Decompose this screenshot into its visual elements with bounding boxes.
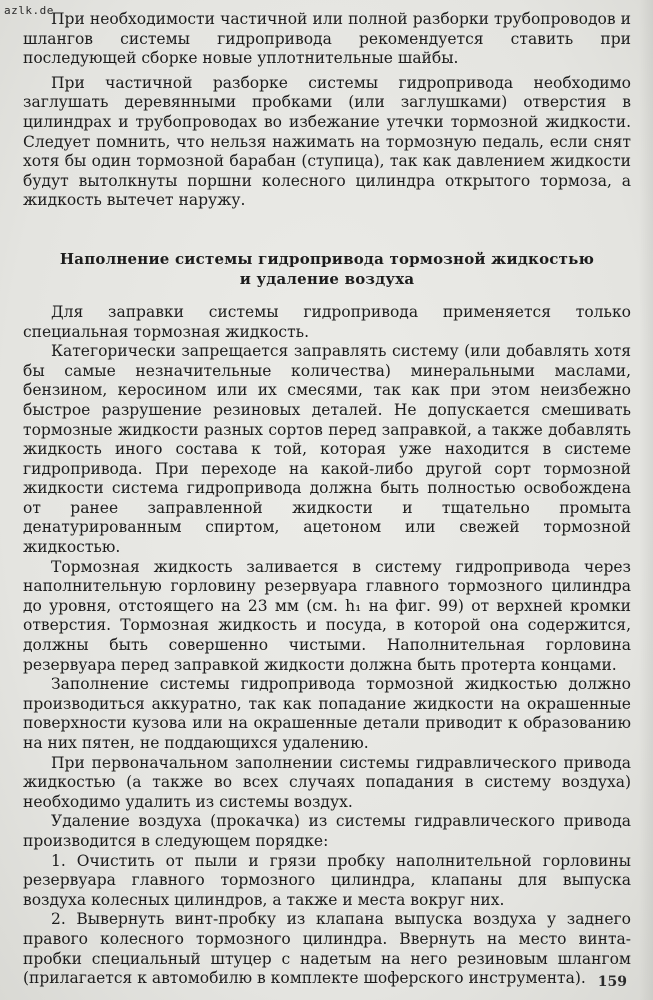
section-heading-line: Наполнение системы гидропривода тормозной жидкостью — [59, 249, 595, 268]
paragraph: Тормозная жидкость заливается в систему гидропривода через наполнительную горловину резервуара главного тормозного цилиндра до уровня, отстоящего на 23 мм (см. h₁ на фиг. 99) от верхней кромки отверстия. Тормозная жидкость и посуда, в которой она содержится, должны быть совершенно чистыми. Наполнительная горловина резервуара перед заправкой жидкости должна быть протерта концами. — [23, 557, 631, 674]
page-edge-shadow — [639, 0, 653, 1000]
watermark: azlk.de — [4, 4, 54, 17]
paragraph: При необходимости частичной или полной разборки трубопроводов и шлангов системы гидропривода рекомендуется ставить при последующей сборке новые уплотнительные шайбы. — [23, 10, 631, 68]
list-item: 1. Очистить от пыли и грязи пробку наполнительной горловины резервуара главного тормозного цилиндра, клапаны для выпуска воздуха колесных цилиндров, а также и места вокруг них. — [23, 851, 631, 909]
paragraph: Для заправки системы гидропривода применяется только специальная тормозная жидкость. — [23, 302, 631, 341]
section-heading — [23, 249, 631, 289]
paragraph: Удаление воздуха (прокачка) из системы гидравлического привода производится в следующем порядке: — [23, 812, 631, 850]
paragraph: При первоначальном заполнении системы гидравлического привода жидкостью (а также во всех случаях попадания в систему воздуха) необходимо удалить из системы воздух. — [23, 753, 631, 811]
section-heading-line: и удаление воздуха — [239, 269, 415, 288]
paragraph: При частичной разборке системы гидропривода необходимо заглушать деревянными пробками (или заглушками) отверстия в цилиндрах и трубопроводах во избежание утечки тормозной жидкости. Следует помнить, что нельзя нажимать на тормозную педаль, если снят хотя бы один тормозной барабан (ступица), так как давлением жидкости будут вытолкнуты поршни колесного цилиндра открытого тормоза, а жидкость вытечет наружу. — [23, 73, 631, 210]
list-item: 2. Вывернуть винт-пробку из клапана выпуска воздуха у заднего правого колесного тормозного цилиндра. Ввернуть на место винта-пробки специальный штуцер с надетым на него резиновым шлангом (прилагается к автомобилю в комплекте шоферского инструмента). — [23, 910, 631, 988]
paragraph: Категорически запрещается заправлять систему (или добавлять хотя бы самые незначительные количества) минеральными маслами, бензином, керосином или их смесями, так как при этом неизбежно быстрое разрушение резиновых деталей. Не допускается смешивать тормозные жидкости разных сортов перед заправкой, а также добавлять жидкость иного состава к той, которая уже находится в системе гидропривода. При переходе на какой-либо другой сорт тормозной жидкости система гидропривода должна быть полностью освобождена от ранее заправленной жидкости и тщательно промыта денатурированным спиртом, ацетоном или свежей тормозной жидкостью. — [23, 342, 631, 557]
page-number: 159 — [597, 974, 627, 990]
paragraph: Заполнение системы гидропривода тормозной жидкостью должно производиться аккуратно, так как попадание жидкости на окрашенные поверхности кузова или на окрашенные детали приводит к образованию на них пятен, не поддающихся удалению. — [23, 675, 631, 752]
page-text — [23, 10, 631, 989]
